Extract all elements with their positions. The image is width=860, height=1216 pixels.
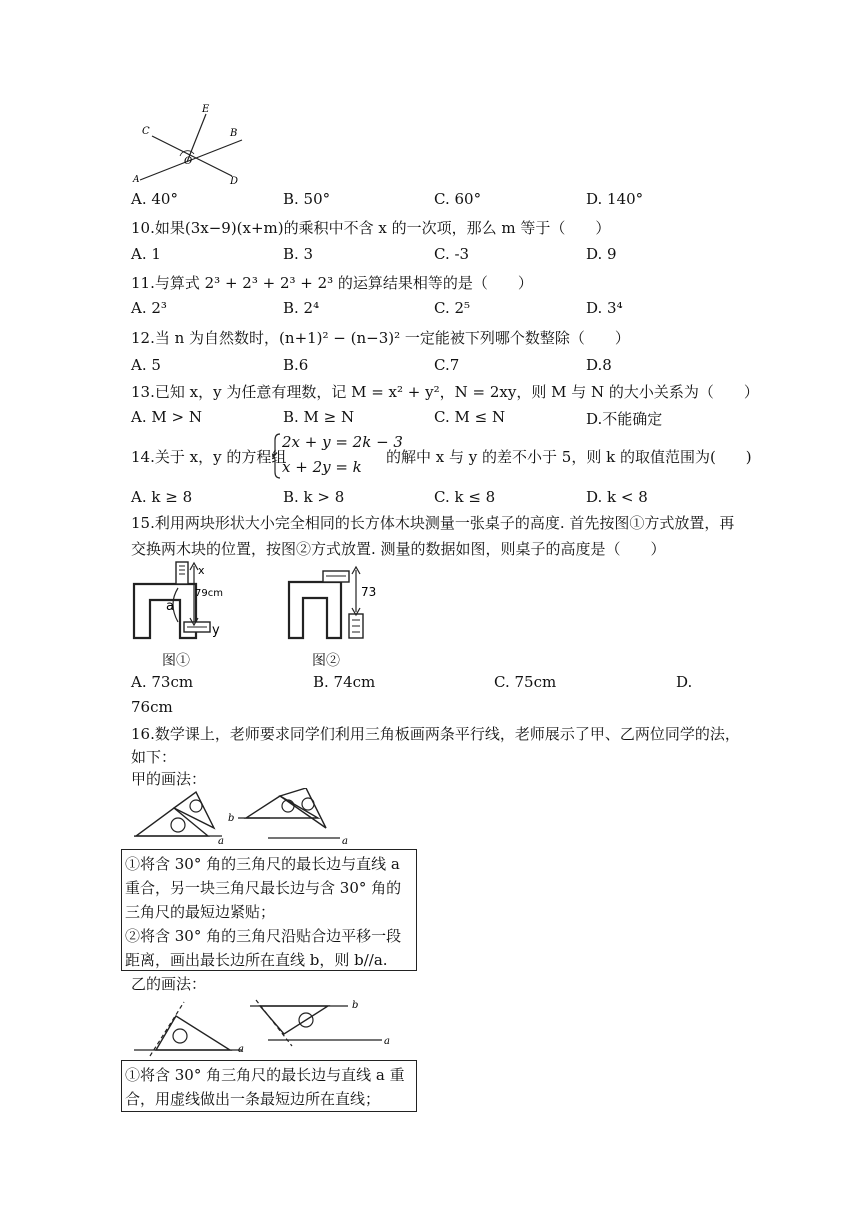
q9-option-a: A. 40° (131, 190, 178, 208)
q16-jia-step-line-1: ①将含 30° 角的三角尺的最长边与直线 a (125, 855, 400, 873)
q16-yi-line-b: b (352, 1000, 359, 1011)
q9-option-c: C. 60° (434, 190, 482, 208)
q9-option-b: B. 50° (283, 190, 331, 208)
q9-option-d: D. 140° (586, 190, 644, 208)
q13-option-d: D.不能确定 (586, 410, 663, 428)
q12-option-a: A. 5 (131, 356, 161, 374)
q16-jia-step-line-4: ②将含 30° 角的三角尺沿贴合边平移一段 (125, 927, 402, 945)
q15-figure-2 (285, 562, 385, 640)
q14-stem-prefix: 14.关于 x，y 的方程组 (131, 448, 287, 466)
q12-option-d: D.8 (586, 356, 612, 374)
q11-option-b: B. 2⁴ (283, 299, 320, 317)
q11-option-a: A. 2³ (131, 299, 167, 317)
q12-option-c: C.7 (434, 356, 460, 374)
q15-caption-2: 图② (312, 653, 340, 669)
q14-brace (272, 432, 282, 480)
q16-yi-line-a-2: a (384, 1036, 390, 1047)
q10-option-c: C. -3 (434, 245, 470, 263)
q16-yi-title: 乙的画法： (131, 975, 207, 993)
q16-jia-title: 甲的画法： (131, 770, 207, 788)
q9-label-d: D (230, 176, 239, 186)
q15-option-c: C. 75cm (494, 673, 557, 691)
q9-label-c: C (142, 126, 150, 137)
q16-jia-step-line-5: 距离，画出最长边所在直线 b，则 b//a. (125, 951, 388, 969)
q10-option-d: D. 9 (586, 245, 617, 263)
q9-label-e: E (202, 104, 210, 115)
q14-stem-suffix: 的解中 x 与 y 的差不小于 5，则 k 的取值范围为( ) (386, 448, 752, 466)
q16-yi-step-line-1: ①将含 30° 角三角尺的最长边与直线 a 重 (125, 1066, 405, 1084)
q9-label-b: B (230, 128, 238, 139)
q13-stem: 13.已知 x，y 为任意有理数，记 M = x² + y²，N = 2xy，则 M 与 N 的大小关系为（ ） (131, 383, 759, 401)
q11-stem: 11.与算式 2³ + 2³ + 2³ + 2³ 的运算结果相等的是（ ） (131, 274, 533, 292)
q16-jia-figure (130, 788, 370, 846)
q15-caption-1: 图① (162, 653, 190, 669)
q15-fig1-mark-y: y (212, 623, 220, 638)
q16-jia-line-a-2: a (342, 836, 348, 846)
q12-stem: 12.当 n 为自然数时，(n+1)² − (n−3)² 一定能被下列哪个数整除（ ） (131, 329, 630, 347)
q13-option-b: B. M ≥ N (283, 408, 355, 426)
q16-stem-line-2: 如下： (131, 748, 177, 766)
q10-stem: 10.如果(3x−9)(x+m)的乘积中不含 x 的一次项，那么 m 等于（ ） (131, 219, 611, 237)
q14-option-d: D. k < 8 (586, 488, 648, 506)
q15-fig1-mark-a: a (166, 599, 174, 614)
q15-option-d-wrap: 76cm (131, 698, 173, 716)
q14-option-b: B. k > 8 (283, 488, 345, 506)
q13-option-c: C. M ≤ N (434, 408, 506, 426)
q16-yi-figure (120, 996, 390, 1058)
q16-yi-step-line-2: 合，用虚线做出一条最短边所在直线； (125, 1090, 381, 1108)
q14-option-a: A. k ≥ 8 (131, 488, 193, 506)
q15-option-b: B. 74cm (313, 673, 376, 691)
q15-stem-line-2: 交换两木块的位置，按图②方式放置. 测量的数据如图，则桌子的高度是（ ） (131, 540, 666, 558)
q11-option-d: D. 3⁴ (586, 299, 623, 317)
q16-yi-line-a-1: a (238, 1044, 244, 1055)
q10-option-a: A. 1 (131, 245, 161, 263)
q11-option-c: C. 2⁵ (434, 299, 471, 317)
q9-label-a: A (133, 175, 140, 185)
q10-option-b: B. 3 (283, 245, 314, 263)
q16-jia-line-b: b (228, 813, 235, 824)
q13-option-a: A. M > N (131, 408, 202, 426)
q16-jia-method-box (121, 849, 417, 971)
q15-fig1-measure: 79cm (195, 588, 223, 599)
q15-stem-line-1: 15.利用两块形状大小完全相同的长方体木块测量一张桌子的高度. 首先按图①方式放置，再 (131, 514, 735, 532)
q14-equation-1: 2x + y = 2k − 3 (282, 433, 403, 451)
q14-option-c: C. k ≤ 8 (434, 488, 496, 506)
q16-stem-line-1: 16.数学课上，老师要求同学们利用三角板画两条平行线，老师展示了甲、乙两位同学的法， (131, 725, 740, 743)
q15-fig2-measure: 73 (361, 585, 377, 599)
q16-jia-line-a-1: a (218, 836, 224, 846)
q15-option-a: A. 73cm (131, 673, 194, 691)
q16-yi-method-box (121, 1060, 417, 1112)
q15-figure-1 (128, 560, 240, 640)
q14-equation-2: x + 2y = k (282, 458, 362, 476)
q9-label-o: O (184, 156, 193, 167)
q16-jia-step-line-3: 三角尺的最短边紧贴； (125, 903, 276, 921)
q15-fig1-mark-x: x (198, 564, 205, 577)
q9-angle-figure (130, 100, 250, 186)
q12-option-b: B.6 (283, 356, 309, 374)
q15-option-d: D. (676, 673, 693, 691)
q16-jia-step-line-2: 重合，另一块三角尺最长边与含 30° 角的 (125, 879, 402, 897)
